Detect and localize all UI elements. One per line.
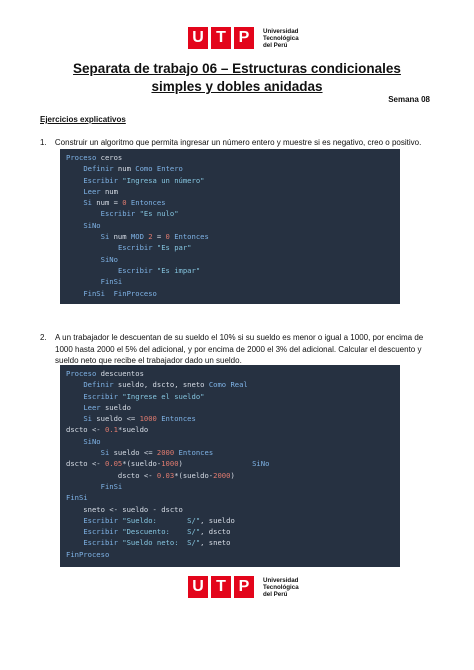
logo-letter: T [211,576,231,598]
code-line: Escribir "Sueldo neto: S/", sneto [83,538,231,548]
code-line: Escribir "Es par" [117,243,192,253]
exercise-number: 1. [40,138,47,147]
university-line: Universidad [263,576,299,584]
utp-logo-bottom [188,576,299,598]
logo-letter: U [188,576,208,598]
exercise-text: Construir un algoritmo que permita ingresar un número entero y muestre si es negativo, creo o positivo. [54,138,422,147]
code-line: SiNo [100,254,118,264]
code-line: Proceso ceros [66,153,123,162]
code-line: Escribir "Ingrese el sueldo" [83,391,205,401]
code-line: FinSi [100,277,123,287]
exercise-text-line: sueldo neto que recibe el trabajador dado un sueldo. [55,356,242,365]
logo-letter: T [211,27,231,49]
code-line: Definir sueldo, dscto, sneto Como Real [83,380,248,390]
code-line: FinSi [100,481,123,491]
week-label: Semana 08 [388,95,430,104]
code-line: Definir num Como Entero [83,164,183,174]
exercise-text-line: A un trabajador le descuentan de su sueldo el 10% si su sueldo es menor o igual a 1000, por encima de [55,333,424,342]
code-line: Escribir "Es nulo" [100,209,179,219]
exercise-1-statement [40,137,440,149]
code-line: Escribir "Es impar" [117,265,201,275]
exercise-text-line: 1000 hasta 2000 el 5% del adicional, y por encima de 2000 el 3% del adicional. Calcular el descuento y [55,344,422,354]
code-block-2 [60,365,400,567]
code-line: FinSi [66,493,88,503]
code-line: Proceso descuentos [66,369,144,378]
code-line: FinSi FinProceso [83,288,157,298]
university-name [263,28,299,49]
page-title: Separata de trabajo 06 – Estructuras condicionales simples y dobles anidadas [73,61,401,94]
code-line: SiNo [83,436,101,446]
university-line: Tecnológica [263,583,299,591]
code-line: Leer num [83,186,118,196]
code-line: Si sueldo <= 1000 Entonces [83,414,196,424]
code-line: dscto <- 0.05*(sueldo-1000) SiNo [66,459,270,469]
university-name [263,577,299,598]
section-title: Ejercicios explicativos [40,115,126,124]
university-line: del Perú [263,41,288,49]
code-line: FinProceso [66,549,110,559]
university-line: Universidad [263,27,299,35]
code-line: Leer sueldo [83,402,131,412]
logo-letter: U [188,27,208,49]
code-line: sneto <- sueldo - dscto [66,504,183,514]
utp-logo-top [188,27,299,49]
university-line: Tecnológica [263,34,299,42]
code-block-1 [60,149,400,304]
logo-letter: P [234,576,254,598]
code-line: dscto <- 0.1*sueldo [66,425,149,435]
logo-letter: P [234,27,254,49]
code-line: dscto <- 0.03*(sueldo-2000) [66,470,235,480]
code-line: Si sueldo <= 2000 Entonces [100,448,214,458]
code-line: Escribir "Descuento: S/", dscto [83,527,231,537]
university-line: del Perú [263,590,288,598]
code-line: Si num = 0 Entonces [83,198,166,208]
exercise-2-statement [40,332,440,367]
exercise-number: 2. [40,333,47,342]
code-line: Si num MOD 2 = 0 Entonces [100,232,209,242]
code-line: Escribir "Ingresa un número" [83,175,205,185]
code-line: SiNo [83,220,101,230]
code-line: Escribir "Sueldo: S/", sueldo [83,515,235,525]
